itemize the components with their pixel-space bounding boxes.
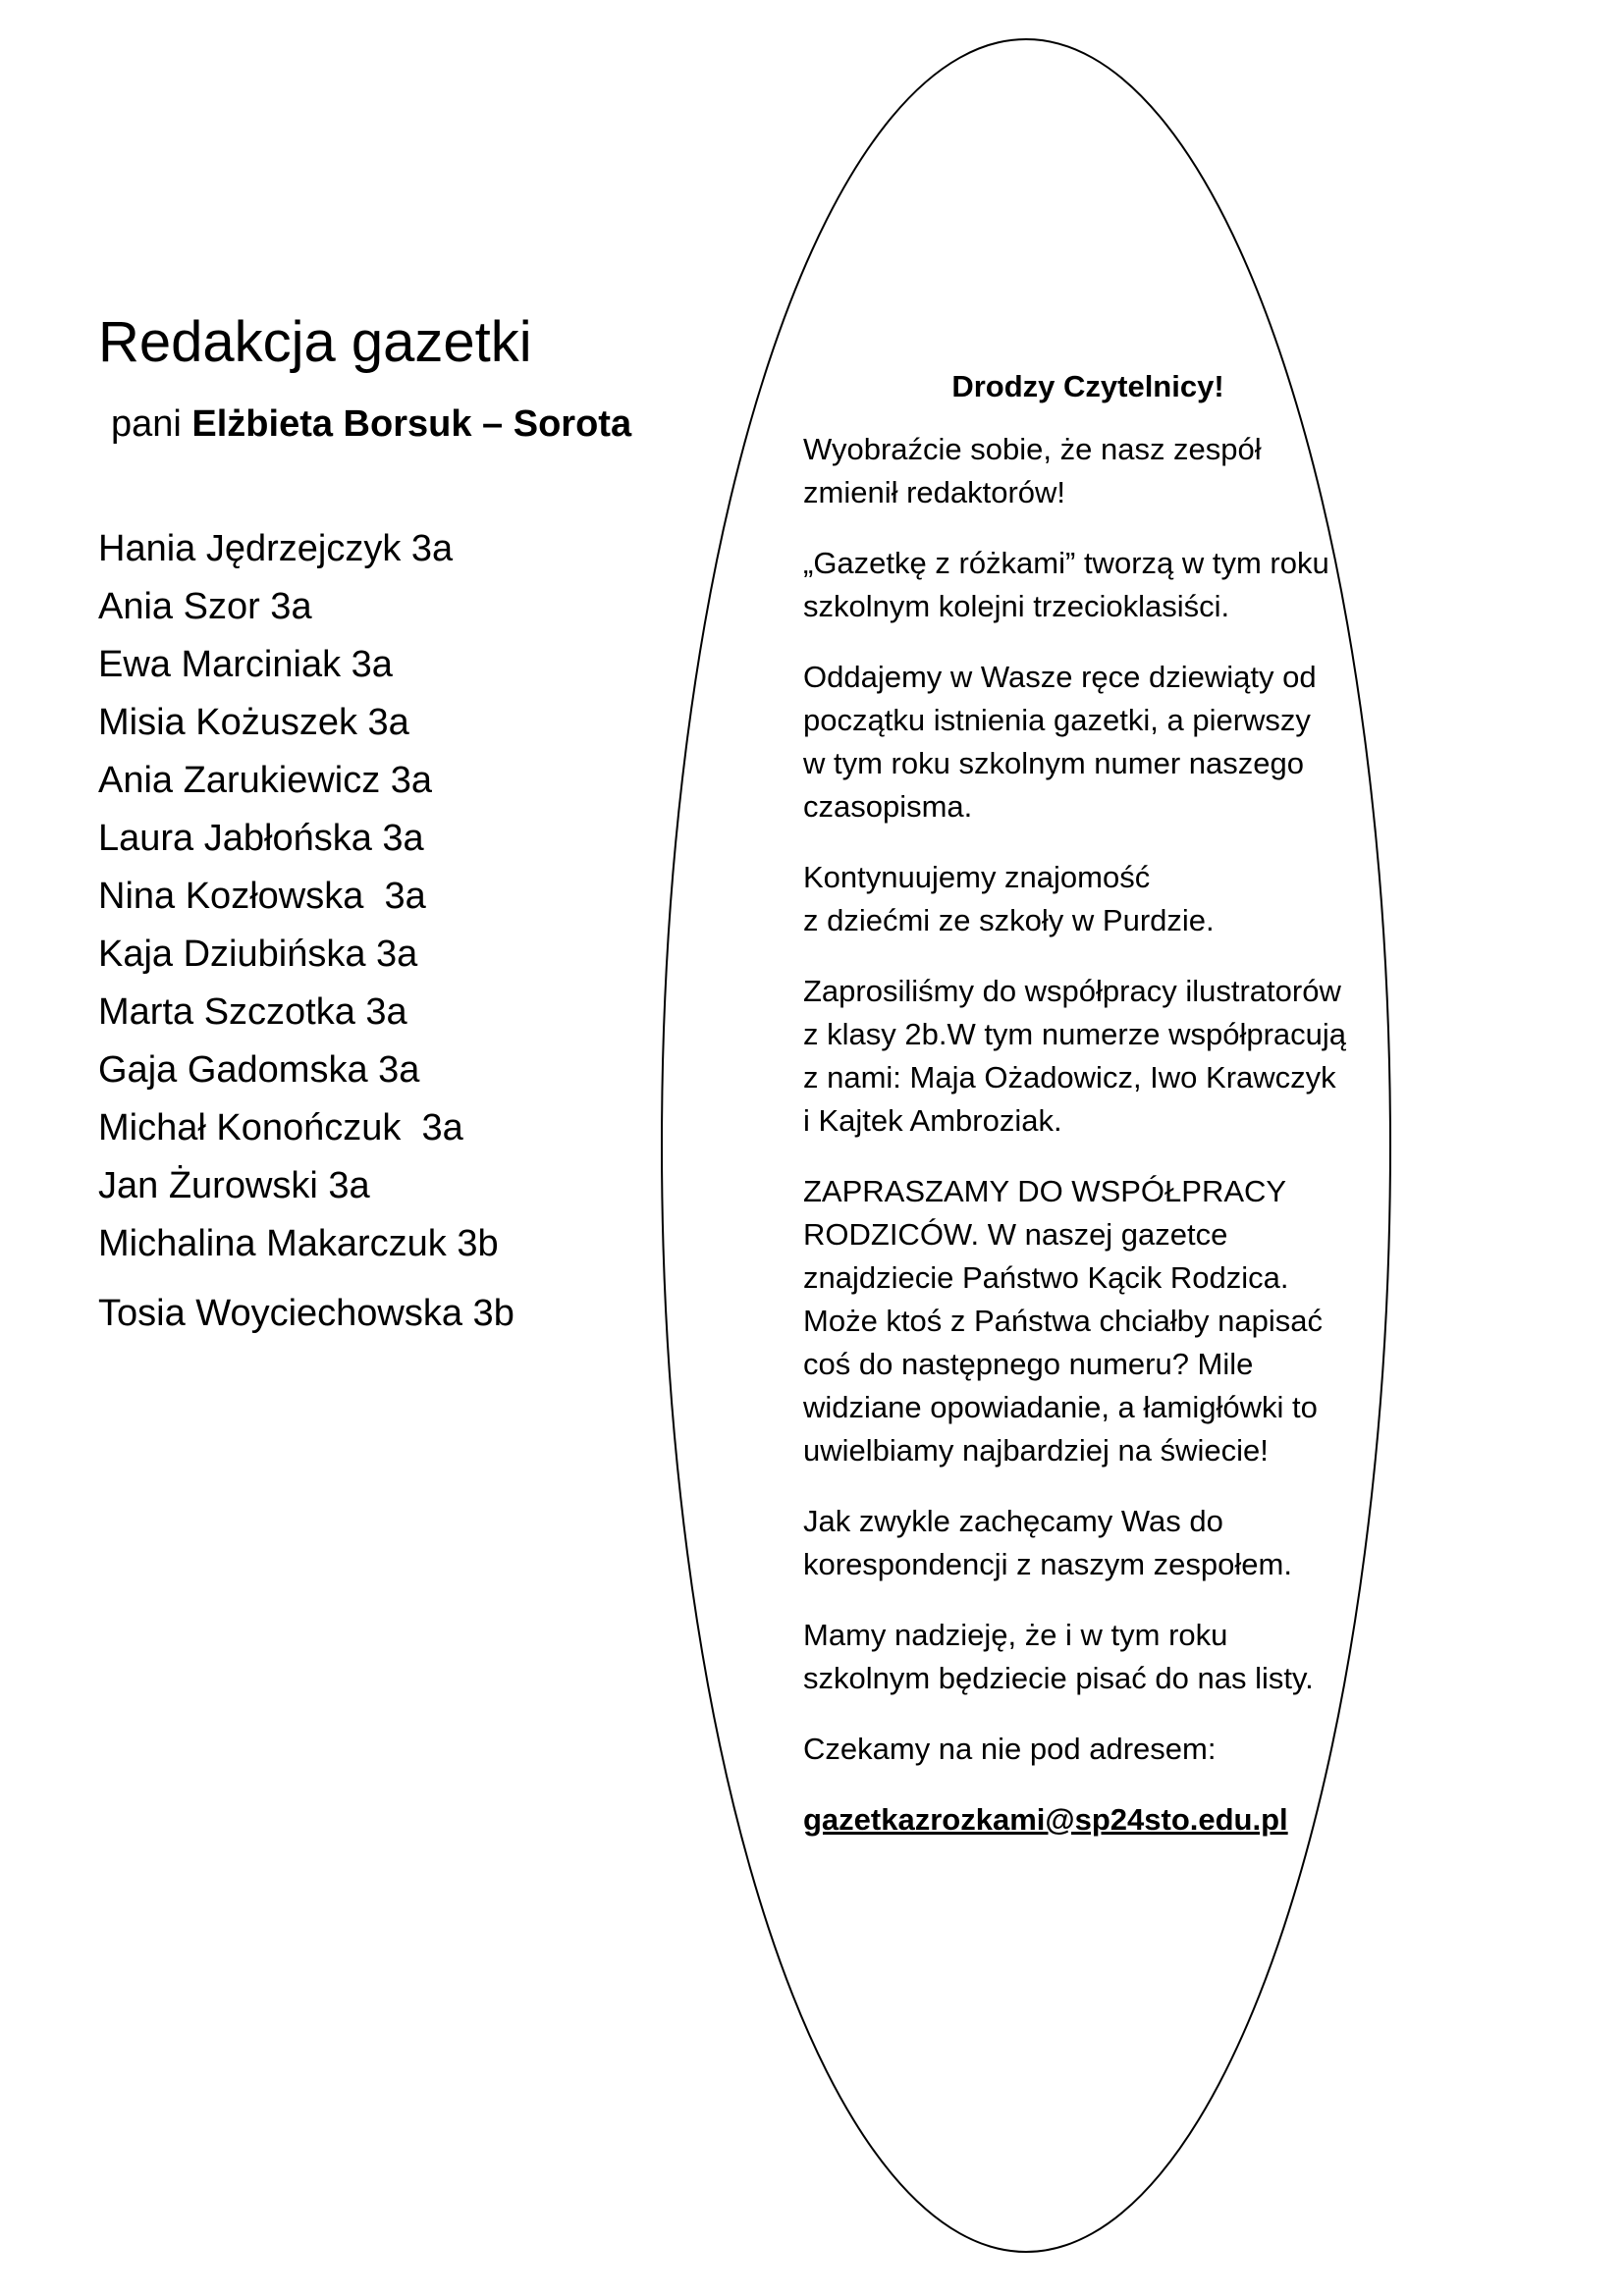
letter-paragraph: Zaprosiliśmy do współpracy ilustratorów z klasy 2b.W tym numerze współpracują z nami: Maja Ożadowicz, Iwo Krawczyk i Kajtek Ambroziak. <box>803 974 1347 1138</box>
member-item: Michał Konończuk 3a <box>98 1107 463 1148</box>
email-link[interactable]: gazetkazrozkami@sp24sto.edu.pl <box>803 1802 1288 1837</box>
letter-greeting: Drodzy Czytelnicy! <box>951 369 1224 403</box>
editor-name: Elżbieta Borsuk – Sorota <box>191 403 632 445</box>
member-item: Hania Jędrzejczyk 3a <box>98 528 454 569</box>
letter-paragraph: ZAPRASZAMY DO WSPÓŁPRACY RODZICÓW. W naszej gazetce znajdziecie Państwo Kącik Rodzica. Może ktoś z Państwa chciałby napisać coś do następnego numeru? Mile widziane opowiadanie, a łamigłówki to uwielbiamy najbardziej na świecie! <box>803 1174 1323 1468</box>
letter-to-readers <box>803 365 1412 1869</box>
letter-paragraph: Wyobraźcie sobie, że nasz zespół zmienił redaktorów! <box>803 432 1262 509</box>
editor-line <box>111 402 631 448</box>
member-item: Gaja Gadomska 3a <box>98 1049 420 1091</box>
members-list <box>98 520 514 1343</box>
letter-paragraph: Czekamy na nie pod adresem: <box>803 1732 1217 1766</box>
member-item: Misia Kożuszek 3a <box>98 702 409 743</box>
member-item: Ewa Marciniak 3a <box>98 644 393 685</box>
letter-paragraph: Jak zwykle zachęcamy Was do korespondencji z naszym zespołem. <box>803 1504 1292 1581</box>
editor-prefix: pani <box>111 403 192 445</box>
member-item: Laura Jabłońska 3a <box>98 818 424 859</box>
member-item: Tosia Woyciechowska 3b <box>98 1293 514 1334</box>
member-item: Kaja Dziubińska 3a <box>98 934 418 975</box>
letter-paragraph: Oddajemy w Wasze ręce dziewiąty od początku istnienia gazetki, a pierwszy w tym roku szkolnym numer naszego czasopisma. <box>803 660 1317 824</box>
member-item: Jan Żurowski 3a <box>98 1165 370 1206</box>
editorial-title: Redakcja gazetki <box>98 310 532 374</box>
member-item: Michalina Makarczuk 3b <box>98 1223 499 1264</box>
member-item: Ania Szor 3a <box>98 586 312 627</box>
email-paragraph <box>803 1798 1412 1842</box>
letter-paragraph: Kontynuujemy znajomość z dziećmi ze szkoły w Purdzie. <box>803 860 1215 937</box>
letter-paragraph: „Gazetkę z różkami” tworzą w tym roku szkolnym kolejni trzecioklasiści. <box>803 546 1329 623</box>
member-item: Marta Szczotka 3a <box>98 991 407 1033</box>
member-item: Nina Kozłowska 3a <box>98 876 426 917</box>
letter-paragraph: Mamy nadzieję, że i w tym roku szkolnym będziecie pisać do nas listy. <box>803 1618 1314 1695</box>
member-item: Ania Zarukiewicz 3a <box>98 760 433 801</box>
